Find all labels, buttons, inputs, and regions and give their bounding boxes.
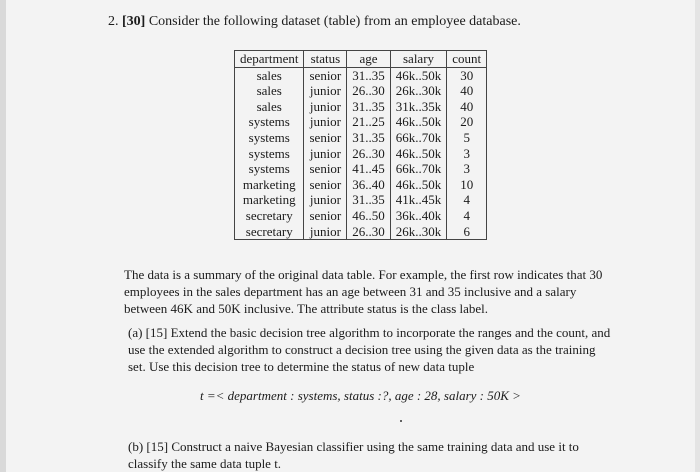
part-b-text: Construct a naive Bayesian classifier using the same training data and use it to classify the same data tuple t. bbox=[128, 439, 579, 471]
table-cell-department: marketing bbox=[235, 192, 304, 208]
table-cell-status: junior bbox=[304, 224, 347, 240]
table-row bbox=[235, 130, 487, 146]
table-cell-age: 31..35 bbox=[347, 99, 391, 115]
table-header-row bbox=[235, 51, 487, 68]
table-cell-age: 31..35 bbox=[347, 130, 391, 146]
table-cell-salary: 46k..50k bbox=[390, 114, 447, 130]
table-cell-salary: 66k..70k bbox=[390, 130, 447, 146]
table-cell-age: 26..30 bbox=[347, 146, 391, 162]
table-row bbox=[235, 161, 487, 177]
column-header-age: age bbox=[347, 51, 391, 68]
table-cell-status: junior bbox=[304, 99, 347, 115]
table-cell-salary: 26k..30k bbox=[390, 83, 447, 99]
table-row bbox=[235, 146, 487, 162]
column-header-salary: salary bbox=[390, 51, 447, 68]
table-cell-status: senior bbox=[304, 177, 347, 193]
table-body bbox=[235, 67, 487, 240]
table-cell-department: marketing bbox=[235, 177, 304, 193]
table-cell-age: 31..35 bbox=[347, 67, 391, 83]
table-cell-count: 4 bbox=[447, 192, 487, 208]
table-row bbox=[235, 67, 487, 83]
table-cell-age: 31..35 bbox=[347, 192, 391, 208]
column-header-count: count bbox=[447, 51, 487, 68]
table-row bbox=[235, 192, 487, 208]
table-cell-count: 3 bbox=[447, 146, 487, 162]
stray-dot bbox=[400, 420, 402, 422]
table-cell-status: junior bbox=[304, 192, 347, 208]
table-cell-age: 26..30 bbox=[347, 224, 391, 240]
table-cell-status: junior bbox=[304, 146, 347, 162]
table-cell-salary: 66k..70k bbox=[390, 161, 447, 177]
part-a-text: Extend the basic decision tree algorithm to incorporate the ranges and the count, and use the extended algorithm to construct a decision tree using the given data as the training set. Use this decision tree to determine the status of new data tuple bbox=[128, 325, 611, 374]
table-cell-salary: 46k..50k bbox=[390, 177, 447, 193]
table-cell-department: sales bbox=[235, 99, 304, 115]
table-cell-count: 30 bbox=[447, 67, 487, 83]
table-cell-count: 5 bbox=[447, 130, 487, 146]
table-cell-salary: 46k..50k bbox=[390, 67, 447, 83]
table-cell-count: 20 bbox=[447, 114, 487, 130]
table-row bbox=[235, 224, 487, 240]
table-cell-department: systems bbox=[235, 114, 304, 130]
table-cell-department: sales bbox=[235, 67, 304, 83]
table-cell-salary: 41k..45k bbox=[390, 192, 447, 208]
summary-paragraph: The data is a summary of the original data table. For example, the first row indicates that 30 employees in the sales department has an age between 31 and 35 inclusive and a salary between 46K and 50K inclusive. The attribute status is the class label. bbox=[124, 267, 603, 316]
table-row bbox=[235, 177, 487, 193]
table-cell-status: junior bbox=[304, 114, 347, 130]
table-cell-age: 46..50 bbox=[347, 208, 391, 224]
part-b bbox=[128, 438, 614, 472]
table-cell-age: 26..30 bbox=[347, 83, 391, 99]
table-row bbox=[235, 114, 487, 130]
table-cell-department: systems bbox=[235, 130, 304, 146]
question-header bbox=[108, 14, 521, 30]
column-header-status: status bbox=[304, 51, 347, 68]
table-cell-status: senior bbox=[304, 67, 347, 83]
page-edge-left bbox=[0, 0, 6, 472]
column-header-department: department bbox=[235, 51, 304, 68]
table-cell-age: 21..25 bbox=[347, 114, 391, 130]
table-cell-status: senior bbox=[304, 208, 347, 224]
part-a bbox=[128, 324, 614, 375]
question-points: [30] bbox=[122, 14, 146, 29]
table-cell-salary: 31k..35k bbox=[390, 99, 447, 115]
page-edge-right bbox=[695, 0, 700, 472]
table-cell-age: 41..45 bbox=[347, 161, 391, 177]
part-b-label: (b) [15] bbox=[128, 439, 169, 454]
question-text: Consider the following dataset (table) from an employee database. bbox=[148, 14, 521, 29]
table-cell-count: 10 bbox=[447, 177, 487, 193]
table-cell-status: senior bbox=[304, 161, 347, 177]
table-cell-status: junior bbox=[304, 83, 347, 99]
table-cell-department: secretary bbox=[235, 224, 304, 240]
table-row bbox=[235, 208, 487, 224]
table-cell-status: senior bbox=[304, 130, 347, 146]
table-row bbox=[235, 99, 487, 115]
table-cell-department: secretary bbox=[235, 208, 304, 224]
table-cell-count: 3 bbox=[447, 161, 487, 177]
table-cell-department: systems bbox=[235, 146, 304, 162]
question-number: 2. bbox=[108, 14, 119, 29]
table-cell-salary: 26k..30k bbox=[390, 224, 447, 240]
part-a-label: (a) [15] bbox=[128, 325, 168, 340]
table-cell-count: 4 bbox=[447, 208, 487, 224]
table-cell-salary: 46k..50k bbox=[390, 146, 447, 162]
data-tuple: t =< department : systems, status :?, age : 28, salary : 50K > bbox=[200, 388, 521, 403]
table-cell-count: 40 bbox=[447, 83, 487, 99]
table-cell-age: 36..40 bbox=[347, 177, 391, 193]
table-cell-department: systems bbox=[235, 161, 304, 177]
table-cell-department: sales bbox=[235, 83, 304, 99]
table-cell-count: 6 bbox=[447, 224, 487, 240]
table-cell-count: 40 bbox=[447, 99, 487, 115]
table-cell-salary: 36k..40k bbox=[390, 208, 447, 224]
table-row bbox=[235, 83, 487, 99]
employee-table bbox=[234, 50, 487, 240]
